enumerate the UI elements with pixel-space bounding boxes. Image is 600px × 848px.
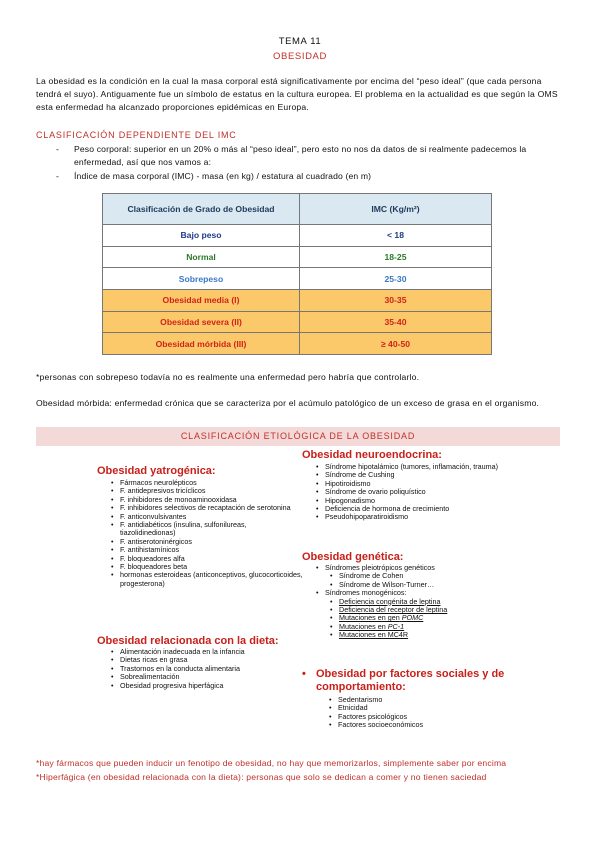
list-item: • F. inhibidores selectivos de recaptación de serotonina bbox=[120, 504, 304, 512]
grado-cell: Bajo peso bbox=[103, 225, 300, 247]
grado-cell: Sobrepeso bbox=[103, 268, 300, 290]
etiologica-title: CLASIFICACIÓN ETIOLÓGICA DE LA OBESIDAD bbox=[180, 431, 416, 441]
list-item: • Síndrome hipotalámico (tumores, inflamación, trauma) bbox=[325, 463, 515, 471]
sociales-title bbox=[302, 668, 542, 694]
list-item: • Factores socioeconómicos bbox=[338, 721, 528, 729]
list-item: • Síndrome de Cohen bbox=[339, 572, 525, 580]
imc-cell: 30-35 bbox=[300, 289, 492, 311]
etiologica-band bbox=[36, 427, 560, 446]
section-title-imc: CLASIFICACIÓN DEPENDIENTE DEL IMC bbox=[36, 130, 237, 140]
pleiotropic-sublist bbox=[325, 572, 525, 589]
footnote-farmacos: *hay fármacos que pueden inducir un fenotipo de obesidad, no hay que memorizarlos, simplemente saber por encima bbox=[36, 758, 507, 768]
bullet-icon: • bbox=[302, 668, 306, 680]
list-item: • F. antidiabéticos (insulina, sulfonilureas, tiazolidinedionas) bbox=[120, 521, 304, 538]
imc-cell: 18-25 bbox=[300, 246, 492, 268]
list-item: • Hipogonadismo bbox=[325, 497, 515, 505]
grado-cell: Normal bbox=[103, 246, 300, 268]
bullet-imc-text: Índice de masa corporal (IMC) - masa (en kg) / estatura al cuadrado (en m) bbox=[74, 171, 372, 181]
intro-paragraph: La obesidad es la condición en la cual la masa corporal está significativamente por encima del “peso ideal” (que cada persona tendrá el suyo). Antiguamente fue un símbolo de estatus en la cultura europea. El problema en la actualidad es que según la OMS esta enfermedad ha alcanzado proporciones epidémicas en Europa. bbox=[36, 76, 558, 112]
list-item bbox=[325, 589, 525, 639]
note-sobrepeso: *personas con sobrepeso todavía no es realmente una enfermedad pero habría que controlarlo. bbox=[36, 372, 420, 382]
mutation-text: Mutaciones en gen bbox=[339, 613, 400, 623]
neuroendocrina-title: Obesidad neuroendocrina: bbox=[302, 449, 442, 461]
list-item: • Deficiencia del receptor de leptina bbox=[339, 606, 525, 614]
grado-cell: Obesidad media (I) bbox=[103, 289, 300, 311]
list-item: • F. antiserotoninérgicos bbox=[120, 538, 304, 546]
pleiotropic-label: Síndromes pleiotrópicos genéticos bbox=[325, 563, 435, 572]
list-item: • F. antihistamínicos bbox=[120, 546, 304, 554]
table-row bbox=[103, 246, 492, 268]
footnote-hiperfagica: *Hiperfágica (en obesidad relacionada con la dieta): personas que solo se dedican a comer y no tienen saciedad bbox=[36, 772, 487, 782]
bullet-imc bbox=[56, 170, 536, 183]
dieta-list bbox=[106, 648, 310, 690]
dieta-title: Obesidad relacionada con la dieta: bbox=[97, 635, 279, 647]
genetica-title: Obesidad genética: bbox=[302, 551, 404, 563]
table-row bbox=[103, 333, 492, 355]
list-item: • Factores psicológicos bbox=[338, 713, 528, 721]
list-item: • Dietas ricas en grasa bbox=[120, 656, 310, 664]
list-item: • Deficiencia de hormona de crecimiento bbox=[325, 505, 515, 513]
imc-cell: 35-40 bbox=[300, 311, 492, 333]
morbida-definition: Obesidad mórbida: enfermedad crónica que se caracteriza por el acúmulo patológico de un exceso de grasa en el organismo. bbox=[36, 398, 540, 408]
gene-pc1: PC-1 bbox=[387, 621, 405, 631]
neuroendocrina-list bbox=[311, 463, 515, 522]
yatrogenica-title: Obesidad yatrogénica: bbox=[97, 465, 216, 477]
yatrogenica-list bbox=[106, 479, 304, 588]
list-item: • F. antidepresivos tricíclicos bbox=[120, 487, 304, 495]
monogenic-label: Síndromes monogénicos: bbox=[325, 588, 407, 598]
list-item: • Síndrome de ovario poliquístico bbox=[325, 488, 515, 496]
table-header-grado: Clasificación de Grado de Obesidad bbox=[103, 194, 300, 225]
list-item: • Deficiencia congénita de leptina bbox=[339, 598, 525, 606]
table-row bbox=[103, 289, 492, 311]
imc-cell: < 18 bbox=[300, 225, 492, 247]
list-item: • Mutaciones en MC4R bbox=[339, 631, 525, 639]
grado-cell: Obesidad severa (II) bbox=[103, 311, 300, 333]
list-item: • Etnicidad bbox=[338, 704, 528, 712]
table-row bbox=[103, 225, 492, 247]
page-title: OBESIDAD bbox=[273, 51, 327, 62]
imc-cell: ≥ 40-50 bbox=[300, 333, 492, 355]
list-item: • Sedentarismo bbox=[338, 696, 528, 704]
list-item: • hormonas esteroideas (anticonceptivos, glucocorticoides, progesterona) bbox=[120, 571, 304, 588]
list-item: • Sobrealimentación bbox=[120, 673, 310, 681]
list-item: • Alimentación inadecuada en la infancia bbox=[120, 648, 310, 656]
bullet-peso-text: Peso corporal: superior en un 20% o más al “peso ideal”, pero esto no nos da datos de si realmente padecemos la enfermedad, así que nos vamos a: bbox=[74, 144, 527, 167]
table-row bbox=[103, 268, 492, 290]
table-header-imc: IMC (Kg/m²) bbox=[300, 194, 492, 225]
monogenic-sublist bbox=[325, 598, 525, 640]
list-item: • Trastornos en la conducta alimentaria bbox=[120, 665, 310, 673]
list-item: • Pseudohipoparatiroidismo bbox=[325, 513, 515, 521]
mutation-text: Mutaciones en bbox=[339, 621, 386, 631]
list-item: • F. bloqueadores alfa bbox=[120, 555, 304, 563]
list-item: • Síndrome de Wilson-Turner… bbox=[339, 581, 525, 589]
list-item: • Hipotiroidismo bbox=[325, 480, 515, 488]
tema-label: TEMA 11 bbox=[278, 36, 322, 47]
dash-marker: - bbox=[56, 144, 60, 154]
table-row bbox=[103, 311, 492, 333]
list-item bbox=[325, 564, 525, 589]
dash-marker: - bbox=[56, 171, 60, 181]
genetica-list bbox=[311, 564, 525, 640]
list-item: • Obesidad progresiva hiperfágica bbox=[120, 682, 310, 690]
imc-table bbox=[102, 193, 492, 355]
grado-cell: Obesidad mórbida (III) bbox=[103, 333, 300, 355]
sociales-title-text: Obesidad por factores sociales y de comportamiento: bbox=[316, 668, 505, 693]
list-item: • F. anticonvulsivantes bbox=[120, 513, 304, 521]
list-item: • Síndrome de Cushing bbox=[325, 471, 515, 479]
list-item: • F. bloqueadores beta bbox=[120, 563, 304, 571]
gene-pomc: POMC bbox=[401, 613, 424, 623]
list-item: • Fármacos neurolépticos bbox=[120, 479, 304, 487]
list-item: • F. inhibidores de monoaminooxidasa bbox=[120, 496, 304, 504]
table-header-row bbox=[103, 194, 492, 225]
imc-cell: 25-30 bbox=[300, 268, 492, 290]
bullet-peso-corporal bbox=[56, 143, 536, 168]
sociales-list bbox=[324, 696, 528, 730]
